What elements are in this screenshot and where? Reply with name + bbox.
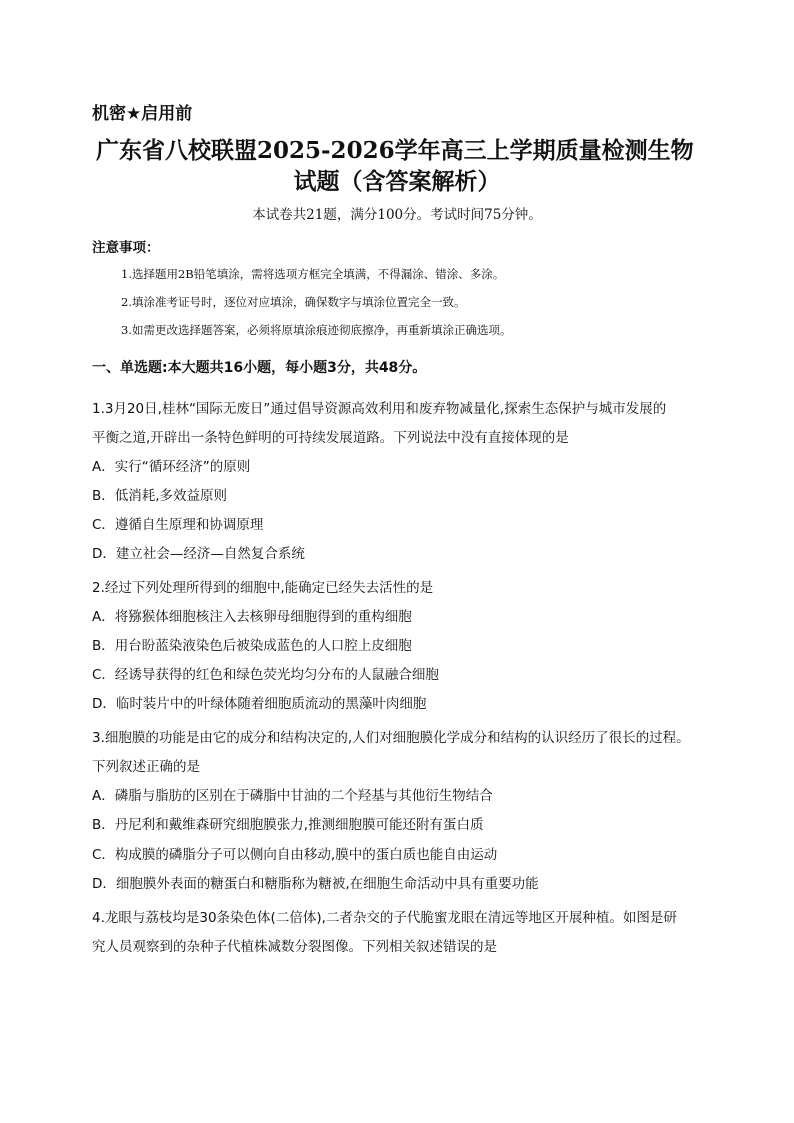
- page-title-line2: 试题（含答案解析）: [293, 168, 501, 195]
- secret-label: 机密★启用前: [92, 104, 193, 124]
- notice-item: 3.如需更改选择题答案，必须将原填涂痕迹彻底擦净，再重新填涂正确选项。: [121, 323, 512, 337]
- option-c: C．经诱导获得的红色和绿色荧光均匀分布的人鼠融合细胞: [92, 667, 439, 683]
- option-b: B．用台盼蓝染液染色后被染成蓝色的人口腔上皮细胞: [92, 638, 412, 654]
- option-d: D．建立社会—经济—自然复合系统: [92, 546, 305, 562]
- section-heading: 一、单选题:本大题共16小题，每小题3分，共48分。: [92, 360, 427, 376]
- option-b: B．丹尼利和戴维森研究细胞膜张力,推测细胞膜可能还附有蛋白质: [92, 817, 484, 833]
- exam-info: 本试卷共21题，满分100分。考试时间75分钟。: [252, 207, 542, 223]
- option-a: A．磷脂与脂肪的区别在于磷脂中甘油的二个羟基与其他衍生物结合: [92, 788, 493, 804]
- notice-item: 2.填涂准考证号时，逐位对应填涂，确保数字与填涂位置完全一致。: [121, 295, 466, 309]
- notice-heading: 注意事项：: [92, 240, 160, 256]
- option-c: C．遵循自生原理和协调原理: [92, 517, 264, 533]
- option-c: C．构成膜的磷脂分子可以侧向自由移动,膜中的蛋白质也能自由运动: [92, 847, 498, 863]
- option-a: A．实行“循环经济”的原则: [92, 459, 251, 475]
- question-stem: 下列叙述正确的是: [92, 759, 200, 775]
- question-stem: 1.3月20日,桂林“国际无废日”通过倡导资源高效利用和废弃物减量化,探索生态保护与城市发展的: [92, 401, 667, 417]
- question-stem: 究人员观察到的杂种子代植株减数分裂图像。下列相关叙述错误的是: [92, 939, 497, 955]
- question-stem: 平衡之道,开辟出一条特色鲜明的可持续发展道路。下列说法中没有直接体现的是: [92, 430, 569, 446]
- question-stem: 4.龙眼与荔枝均是30条染色体(二倍体),二者杂交的子代脆蜜龙眼在清远等地区开展种植。如图是研: [92, 910, 677, 926]
- page-title-line1: 广东省八校联盟2025-2026学年高三上学期质量检测生物: [96, 137, 694, 164]
- option-d: D．临时装片中的叶绿体随着细胞质流动的黑藻叶肉细胞: [92, 696, 427, 712]
- option-b: B．低消耗,多效益原则: [92, 488, 228, 504]
- question-stem: 3.细胞膜的功能是由它的成分和结构决定的,人们对细胞膜化学成分和结构的认识经历了很长的过程。: [92, 730, 690, 746]
- question-stem: 2.经过下列处理所得到的细胞中,能确定已经失去活性的是: [92, 580, 434, 596]
- option-d: D．细胞膜外表面的糖蛋白和糖脂称为糖被,在细胞生命活动中具有重要功能: [92, 876, 539, 892]
- notice-item: 1.选择题用2B铅笔填涂，需将选项方框完全填满，不得漏涂、错涂、多涂。: [121, 267, 505, 281]
- option-a: A．将猕猴体细胞核注入去核卵母细胞得到的重构细胞: [92, 609, 412, 625]
